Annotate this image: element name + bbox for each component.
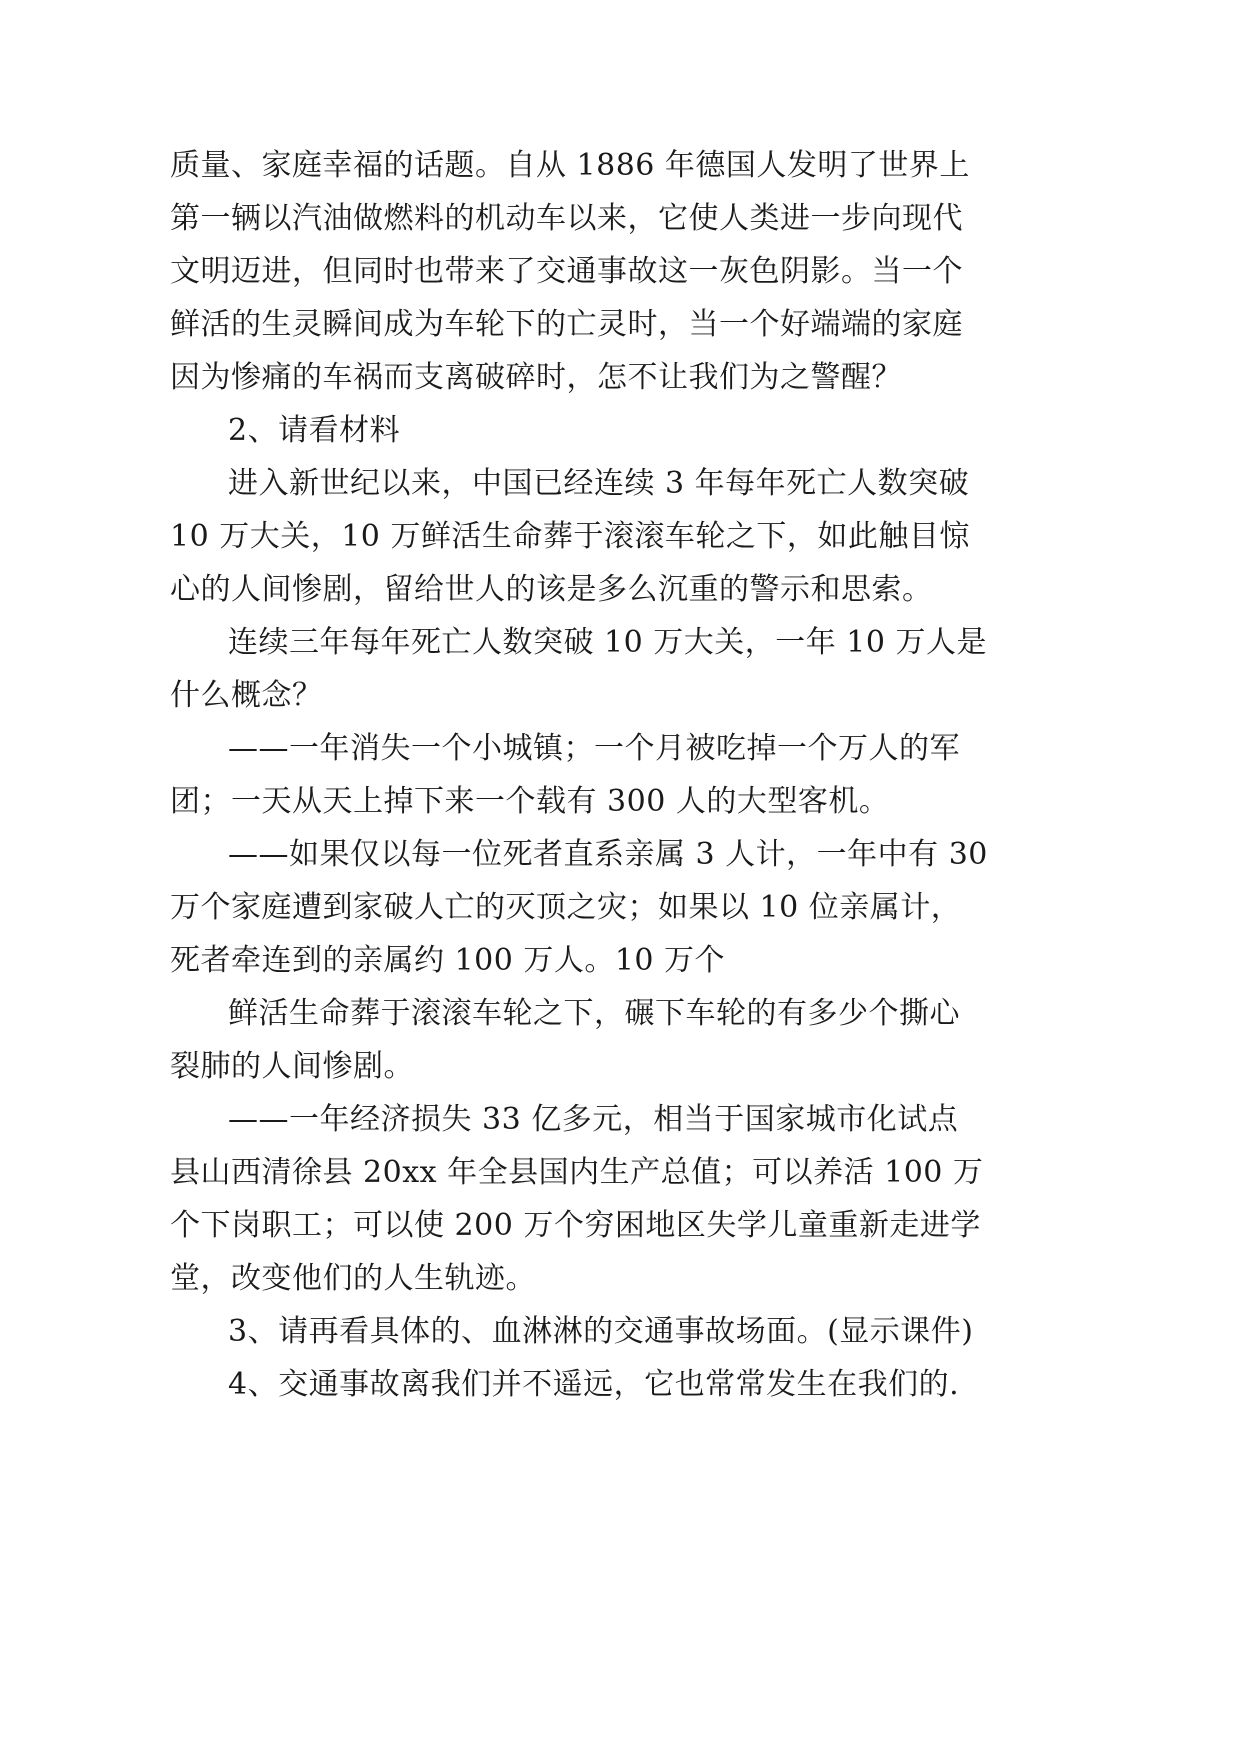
text-line: 堂，改变他们的人生轨迹。 — [170, 1261, 536, 1296]
text-line: 万个家庭遭到家破人亡的灭顶之灾；如果以 10 位亲属计， — [170, 890, 962, 925]
text-line: ——一年消失一个小城镇；一个月被吃掉一个万人的军 — [228, 731, 960, 766]
text-line: 连续三年每年死亡人数突破 10 万大关，一年 10 万人是 — [228, 625, 987, 660]
text-line: 因为惨痛的车祸而支离破碎时，怎不让我们为之警醒？ — [170, 360, 902, 395]
text-line: ——一年经济损失 33 亿多元，相当于国家城市化试点 — [228, 1102, 959, 1137]
text-line: 裂肺的人间惨剧。 — [170, 1049, 414, 1084]
text-line: 团；一天从天上掉下来一个载有 300 人的大型客机。 — [170, 784, 890, 819]
text-line: 3、请再看具体的、血淋淋的交通事故场面。(显示课件) — [228, 1314, 974, 1349]
text-line: 死者牵连到的亲属约 100 万人。10 万个 — [170, 943, 726, 978]
text-line: 进入新世纪以来，中国已经连续 3 年每年死亡人数突破 — [228, 466, 970, 501]
text-line: 心的人间惨剧，留给世人的该是多么沉重的警示和思索。 — [170, 572, 933, 607]
text-line: 县山西清徐县 20xx 年全县国内生产总值；可以养活 100 万 — [170, 1155, 984, 1190]
text-line: 鲜活生命葬于滚滚车轮之下，碾下车轮的有多少个撕心 — [228, 996, 960, 1031]
section-heading: 2、请看材料 — [228, 413, 401, 448]
text-line: 4、交通事故离我们并不遥远，它也常常发生在我们的. — [228, 1367, 960, 1402]
text-line: 什么概念？ — [170, 678, 323, 713]
text-line: ——如果仅以每一位死者直系亲属 3 人计，一年中有 30 — [228, 837, 988, 872]
text-line: 文明迈进，但同时也带来了交通事故这一灰色阴影。当一个 — [170, 254, 963, 289]
text-line: 质量、家庭幸福的话题。自从 1886 年德国人发明了世界上 — [170, 148, 970, 183]
text-line: 10 万大关，10 万鲜活生命葬于滚滚车轮之下，如此触目惊 — [170, 519, 970, 554]
text-line: 第一辆以汽油做燃料的机动车以来，它使人类进一步向现代 — [170, 201, 963, 236]
text-line: 鲜活的生灵瞬间成为车轮下的亡灵时，当一个好端端的家庭 — [170, 307, 963, 342]
text-line: 个下岗职工；可以使 200 万个穷困地区失学儿童重新走进学 — [170, 1208, 981, 1243]
